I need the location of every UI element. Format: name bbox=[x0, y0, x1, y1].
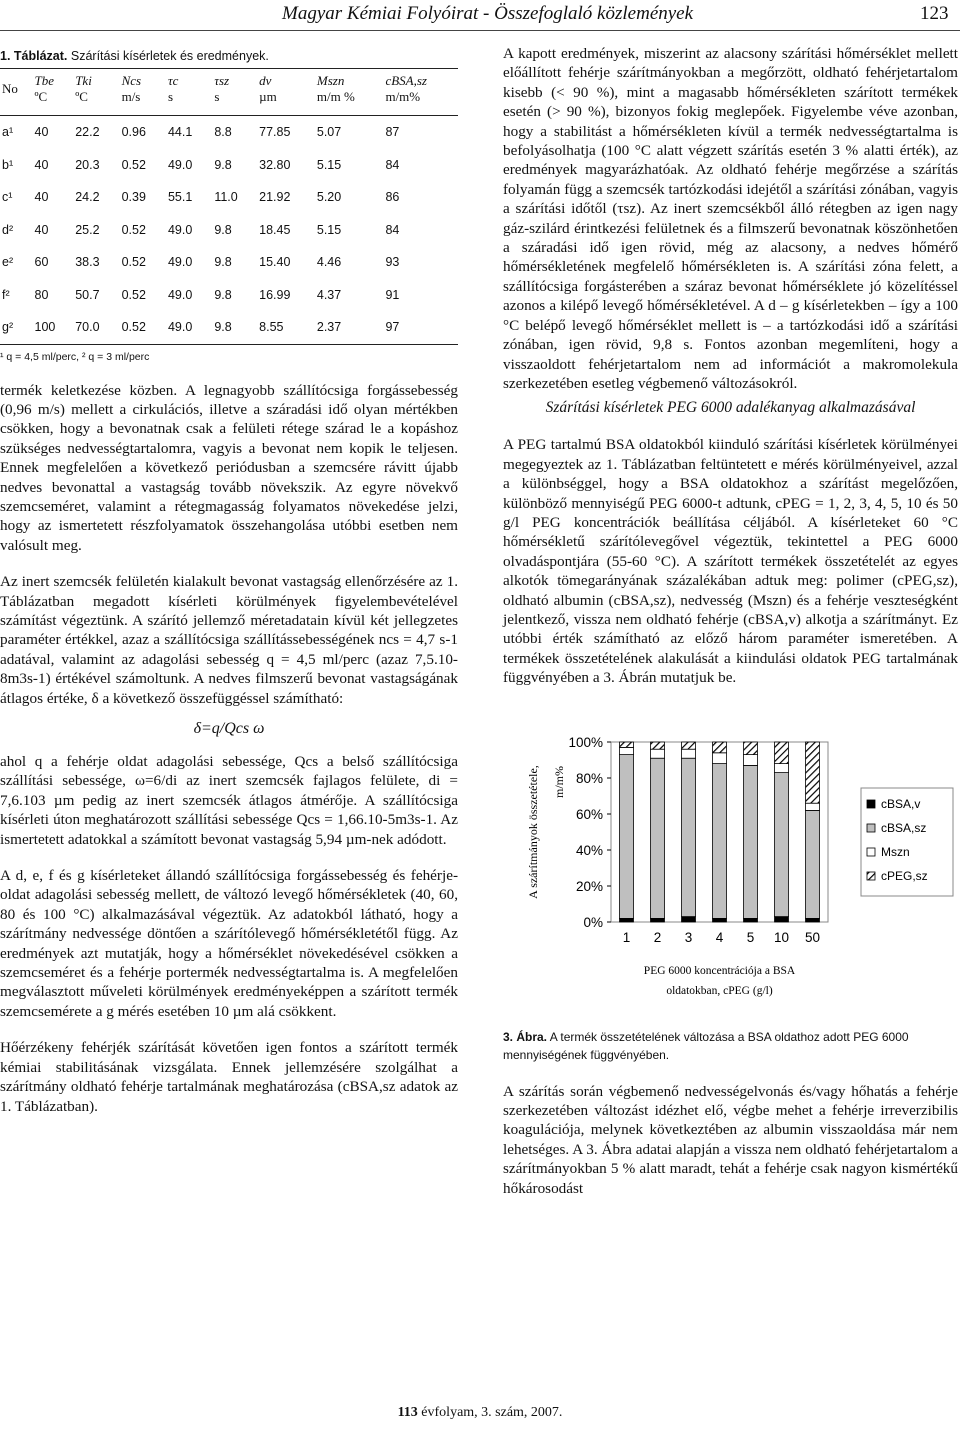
header-rule bbox=[0, 30, 960, 31]
column-header bbox=[315, 69, 384, 116]
column-name: cBSA,sz bbox=[385, 73, 427, 88]
right-paragraph-3: A szárítás során végbemenő nedvességelvonás és/vagy hőhatás a fehérje szerkezetében változást idézhet elő, végbe mehet a fehérje irreverzibilis koagulációja, melynek következtében az albumin visszaoldása már nem lehetséges. A 3. Ábra adatai alapján a vissza nem oldható fehérjetartalom a szárítmányokban 5 % alatt maradt, tehát a fehérje csak nagyon kismértékű hőkárosodást bbox=[503, 1082, 958, 1197]
x-tick-label: 50 bbox=[804, 929, 821, 945]
journal-header: Magyar Kémiai Folyóirat - Összefoglaló közlemények bbox=[282, 3, 694, 24]
table-cell: 97 bbox=[385, 320, 400, 335]
bar-segment bbox=[651, 918, 665, 922]
table-cell: 55.1 bbox=[167, 190, 193, 205]
table-cell: 49.0 bbox=[167, 255, 193, 270]
bar-segment bbox=[775, 916, 789, 921]
table-row bbox=[0, 214, 458, 247]
table-cell: 20.3 bbox=[75, 157, 100, 172]
table-cell: 9.8 bbox=[214, 255, 232, 270]
column-name: τc bbox=[167, 73, 179, 88]
x-axis-label-line2: oldatokban, cPEG (g/l) bbox=[666, 984, 773, 997]
table-cell: 0.52 bbox=[121, 320, 146, 335]
bar-segment bbox=[682, 758, 696, 916]
composition-chart bbox=[503, 700, 958, 1020]
table-cell: 4.46 bbox=[316, 255, 342, 270]
table-cell: 2.37 bbox=[316, 320, 342, 335]
bar-segment bbox=[713, 752, 727, 763]
bar-segment bbox=[651, 758, 665, 918]
bar-segment bbox=[744, 754, 758, 765]
x-tick-label: 1 bbox=[622, 929, 631, 945]
bar-segment bbox=[775, 763, 789, 772]
y-tick-label: 60% bbox=[575, 806, 603, 822]
table-cell: 87 bbox=[385, 125, 400, 140]
table-row bbox=[0, 149, 458, 182]
table-cell: 49.0 bbox=[167, 320, 193, 335]
table-cell: 0.52 bbox=[121, 222, 146, 237]
bar-segment bbox=[775, 742, 789, 764]
right-paragraph-1: A kapott eredmények, miszerint az alacsony szárítási hőmérséklet mellett előállított fehérje szárítmányokban a megőrzött, oldható fehérjetartalom kisebb (< 90 %), mint a magasabb hőmérsékleten szárított termékek esetén (> 90 %), bizonyos fokig meglepőek. Figyelembe véve azonban, hogy a stabilitást a hőmérsékleten kívül a termék nedvességtartalma is befolyásolhatja (100 °C alatt végzett szárítás esetén 3 % alatti érték), az eredmények magyarázhatóak. Az oldható fehérje megőrzése a szárítás folyamán függ a szemcsék tartózkodási idejétől a szárítási zónában, vagyis a szárítási időtől (τsz). Az inert szemcsékből álló rétegben az igen nagy gáz-szilárd érintkezési felületnek és a filmszerű bevonatnak köszönhetően a száradási idő igen rövid, még az alacsony, a nedves hőmérő hőmérsékletének megfelelő hőmérsékleten is. A szárítási zóna felett, a szállítócsiga forgásterében a száraz bevonat hőmérséklete jó közelítéssel azonos a kilépő levegő hőmérsékletével. A d – g kísérletekben – így a 100 °C belépő levegő hőmérséklet mellett is – a tartózkodási idő a szárítási zónában, igen rövid, 9,8 s. Fontos azonban megemlíteni, hogy a visszaoldott fehérjetartalom nem ad információt a makromolekula szerkezetében esetleg végbemenő változásokról. bbox=[503, 45, 958, 392]
left-paragraph-5: Hőérzékeny fehérjék szárítását követően igen fontos a szárított termék kémiai stabilitásának vizsgálata. Ennek jellemzésére szolgálhat a szárítmány oldható fehérje tartalmának meghatározása (cBSA,sz adatok az 1. Táblázatban). bbox=[0, 1039, 458, 1115]
footer bbox=[0, 1405, 960, 1421]
column-name: Mszn bbox=[316, 73, 345, 88]
figure-3 bbox=[503, 700, 958, 1020]
right-paragraph-2: A PEG tartalmú BSA oldatokból kiinduló szárítási kísérletek körülményei megegyeztek az 1. Táblázatban feltüntetett e mérés körülményeivel, azzal a különbséggel, hogy a BSA oldatokhoz a szárítást megelőzően, különböző mennyiségű PEG 6000-t adtunk, cPEG = 1, 2, 3, 4, 5, 10 és 50 g/l PEG koncentrációk beállítása céljából. A kísérleteket 60 °C hőmérsékletű szárítólevegővel végeztük, tekintettel a PEG 6000 olvadáspontjára (55-60 °C). A szárított termékek összetételét az egyes alkotók tömegarányának százalékában adtuk meg: polimer (cPEG,sz), oldható albumin (cBSA,sz), nedvesség (Mszn) és a fehérje veszteségként jelentkező, vissza nem oldható fehérje (cBSA,v) alkotja a szárítmányt. Ez utóbbi érték számítható az előző három paraméter ismeretében. A termékek összetételének alakulását a kiindulási oldatok PEG tartalmának függvényében a 3. Ábrán mutatjuk be. bbox=[503, 436, 958, 687]
legend-label: cBSA,v bbox=[881, 796, 921, 811]
legend-label: cBSA,sz bbox=[881, 820, 927, 835]
figure-label: 3. Ábra. bbox=[503, 1029, 548, 1044]
table-cell: 84 bbox=[385, 222, 400, 237]
table-cell: 32.80 bbox=[259, 157, 291, 172]
table-cell: e² bbox=[2, 255, 14, 270]
table-label: 1. Táblázat. bbox=[0, 49, 68, 63]
column-header bbox=[0, 69, 33, 116]
figure-caption bbox=[503, 1028, 958, 1064]
x-axis-label: PEG 6000 koncentrációja a BSA bbox=[643, 964, 796, 977]
table-cell: 40 bbox=[34, 222, 49, 237]
left-column bbox=[0, 44, 458, 1116]
table-cell: 9.8 bbox=[214, 287, 232, 302]
table-cell: 25.2 bbox=[75, 222, 100, 237]
table-cell: 84 bbox=[385, 157, 400, 172]
table-cell: 9.8 bbox=[214, 157, 232, 172]
bar-segment bbox=[806, 742, 820, 803]
x-tick-label: 2 bbox=[653, 929, 662, 945]
table-cell: f² bbox=[2, 287, 10, 302]
column-header bbox=[120, 69, 166, 116]
bar-segment bbox=[651, 749, 665, 758]
table-body bbox=[0, 116, 458, 345]
right-column bbox=[503, 44, 958, 1198]
bar-segment bbox=[713, 763, 727, 918]
bar-segment bbox=[713, 918, 727, 922]
table-cell: 60 bbox=[34, 255, 49, 270]
left-paragraph-1: termék keletkezése közben. A legnagyobb szállítócsiga forgássebesség (0,96 m/s) mellett a cirkulációs, illetve a száradási idő olyan mértékben csökken, hogy a bevonatnak csak a felületi rétege szárad le a kopáshoz szükséges nedvességtartalomra, vagyis a bevonat nem kopik le teljesen. Ennek megfelelően a következő periódusban a szemcsére rávitt újabb nedves bevonattal a vastagság tovább növekszik. Az egyre növekvő szemcseméret, valamint a rétegmagasság folyamatos növekedése jelzi, hogy az ismertetett részfolyamatok összehangolása utóbbi esetben nem valósult meg. bbox=[0, 381, 458, 554]
left-paragraph-4: A d, e, f és g kísérleteket állandó szállítócsiga forgássebesség és fehérje-oldat adagolási sebesség mellett, de változó levegő hőmérsékletek (40, 60, 80 és 100 °C) alkalmazásával végeztük. Az adatokból látható, hogy a szárítmány nedvessége döntően a szárítólevegő hőmérsékletétől függ. Az eredmények azt mutatják, hogy a hőmérséklet növekedésével csökken a szemcseméret és a fehérje portermék nedvességtartalma is. A megfelelően megválasztott műveleti körülmények eredményeképpen a szárított termék szemcsemérete a g mérés esetében 10 µm alá csökkent. bbox=[0, 867, 458, 1020]
legend-label: Mszn bbox=[881, 844, 910, 859]
table-row bbox=[0, 311, 458, 344]
y-tick-label: 100% bbox=[568, 734, 603, 750]
table-row bbox=[0, 279, 458, 312]
table-cell: 5.15 bbox=[316, 222, 342, 237]
bar-segment bbox=[806, 918, 820, 922]
column-name: Tki bbox=[75, 73, 92, 88]
column-unit: ºC bbox=[75, 89, 88, 104]
table-cell: 9.8 bbox=[214, 320, 232, 335]
table-cell: 16.99 bbox=[259, 287, 291, 302]
y-tick-label: 40% bbox=[575, 842, 603, 858]
table-cell: 9.8 bbox=[214, 222, 232, 237]
table-cell: 44.1 bbox=[167, 125, 193, 140]
bar-segment bbox=[744, 765, 758, 918]
table-cell: 8.8 bbox=[214, 125, 232, 140]
bar-segment bbox=[806, 810, 820, 918]
table-row bbox=[0, 116, 458, 149]
bar-segment bbox=[775, 772, 789, 916]
results-table bbox=[0, 68, 458, 345]
table-cell: 40 bbox=[34, 157, 49, 172]
legend-label: cPEG,sz bbox=[881, 868, 928, 883]
table-cell: 0.96 bbox=[121, 125, 146, 140]
table-title: Szárítási kísérletek és eredmények. bbox=[70, 49, 269, 63]
footer-text: évfolyam, 3. szám, 2007. bbox=[417, 1405, 563, 1420]
table-cell: d² bbox=[2, 222, 14, 237]
legend-swatch bbox=[867, 824, 875, 832]
column-unit: m/m% bbox=[385, 89, 421, 104]
table-cell: 22.2 bbox=[75, 125, 100, 140]
table-cell: 5.15 bbox=[316, 157, 342, 172]
column-header bbox=[33, 69, 74, 116]
bar-segment bbox=[682, 916, 696, 921]
table-cell: 0.52 bbox=[121, 255, 146, 270]
table-cell: 0.52 bbox=[121, 287, 146, 302]
bar-segment bbox=[744, 742, 758, 755]
table-cell: 0.39 bbox=[121, 190, 146, 205]
table-cell: c¹ bbox=[2, 190, 13, 205]
bar-segment bbox=[620, 754, 634, 918]
bar-segment bbox=[806, 803, 820, 810]
table-cell: 40 bbox=[34, 125, 49, 140]
legend-swatch bbox=[867, 800, 875, 808]
legend-swatch bbox=[867, 872, 875, 880]
table-cell: 86 bbox=[385, 190, 400, 205]
table-cell: 77.85 bbox=[259, 125, 291, 140]
table-row bbox=[0, 246, 458, 279]
column-unit: s bbox=[167, 89, 174, 104]
bar-segment bbox=[620, 747, 634, 754]
table-cell: 24.2 bbox=[75, 190, 100, 205]
column-header bbox=[257, 69, 315, 116]
column-name: Ncs bbox=[121, 73, 142, 88]
table-cell: b¹ bbox=[2, 157, 14, 172]
table-cell: 15.40 bbox=[259, 255, 291, 270]
table-caption bbox=[0, 49, 458, 63]
figure-caption-text: A termék összetételének változása a BSA oldathoz adott PEG 6000 mennyiségének függvényében. bbox=[503, 1029, 909, 1062]
table-cell: 70.0 bbox=[75, 320, 100, 335]
table-row bbox=[0, 181, 458, 214]
table-cell: 18.45 bbox=[259, 222, 291, 237]
table-cell: 11.0 bbox=[214, 190, 238, 205]
x-tick-label: 5 bbox=[746, 929, 755, 945]
bar-segment bbox=[682, 742, 696, 749]
table-cell: g² bbox=[2, 320, 14, 335]
left-paragraph-3: ahol q a fehérje oldat adagolási sebessége, Qcs a belső szállítócsiga szállítási sebessége, ω=6/di az inert szemcsék fajlagos felülete, di = 7,6.103 µm pedig az inert szemcsék átlagos átmérője. A szállítócsiga kísérleti úton meghatározott szállítási sebessége Qcs = 1,66.10-5m3s-1. Az ismertetett adatokkal a számított bevonat vastagság 5,94 µm-nek adódott. bbox=[0, 753, 458, 848]
footer-volume: 113 bbox=[397, 1405, 418, 1420]
y-axis-unit-label: m/m% bbox=[552, 765, 566, 798]
table-cell: 21.92 bbox=[259, 190, 291, 205]
table-cell: 49.0 bbox=[167, 157, 193, 172]
legend-swatch bbox=[867, 848, 875, 856]
table-header-row bbox=[0, 69, 458, 116]
table-cell: 4.37 bbox=[316, 287, 342, 302]
table-cell: 93 bbox=[385, 255, 400, 270]
table-cell: 49.0 bbox=[167, 287, 193, 302]
table-cell: 0.52 bbox=[121, 157, 146, 172]
y-tick-label: 20% bbox=[575, 878, 603, 894]
column-name: Tbe bbox=[34, 73, 55, 88]
table-cell: 49.0 bbox=[167, 222, 193, 237]
table-cell: 5.20 bbox=[316, 190, 342, 205]
bar-segment bbox=[682, 749, 696, 758]
table-cell: 91 bbox=[385, 287, 400, 302]
table-cell: 38.3 bbox=[75, 255, 100, 270]
column-header bbox=[73, 69, 119, 116]
table-cell: 8.55 bbox=[259, 320, 284, 335]
column-header bbox=[166, 69, 212, 116]
bar-segment bbox=[713, 742, 727, 753]
column-header bbox=[212, 69, 257, 116]
column-unit: ºC bbox=[34, 89, 48, 104]
table-cell: 5.07 bbox=[316, 125, 342, 140]
table-note: ¹ q = 4,5 ml/perc, ² q = 3 ml/perc bbox=[0, 350, 150, 363]
column-name: No bbox=[2, 81, 18, 96]
table-cell: 100 bbox=[34, 320, 56, 335]
formula: δ=q/Qcs ω bbox=[193, 720, 265, 737]
table-cell: a¹ bbox=[2, 125, 14, 140]
y-tick-label: 0% bbox=[583, 914, 603, 930]
x-tick-label: 3 bbox=[684, 929, 693, 945]
table-cell: 40 bbox=[34, 190, 49, 205]
y-axis-label: A szárítmányok összetétele, bbox=[526, 764, 540, 899]
column-unit: m/m % bbox=[316, 89, 355, 104]
column-unit: µm bbox=[259, 89, 277, 104]
column-unit: m/s bbox=[121, 89, 141, 104]
section-subheading: Szárítási kísérletek PEG 6000 adalékanyag alkalmazásával bbox=[545, 399, 916, 417]
x-tick-label: 4 bbox=[715, 929, 724, 945]
bar-segment bbox=[651, 742, 665, 749]
bar-segment bbox=[744, 918, 758, 922]
table-cell: 50.7 bbox=[75, 287, 100, 302]
left-paragraph-2: Az inert szemcsék felületén kialakult bevonat vastagság ellenőrzésére az 1. Táblázatban megadott kísérleti körülmények figyelembevételével számítást végeztünk. A szárító jellemző méretadatain kívül két jellegzetes paraméter értékkel, azaz a szállítócsiga szállítássebességének ncs = 4,7 s-1 adatával, valamint az adagolási sebesség q = 4,5 ml/perc (azaz 7,5.10-8m3s-1) értékével számoltunk. A nedves filmszerű bevonat vastagságának átlagos értéke, δ a következő összefüggéssel számítható: bbox=[0, 573, 458, 707]
column-unit: s bbox=[214, 89, 220, 104]
y-tick-label: 80% bbox=[575, 770, 603, 786]
table-cell: 80 bbox=[34, 287, 49, 302]
column-header bbox=[383, 69, 458, 116]
page-number: 123 bbox=[920, 3, 949, 24]
column-name: dv bbox=[259, 73, 272, 88]
bar-segment bbox=[620, 742, 634, 747]
column-name: τsz bbox=[214, 73, 230, 88]
bar-segment bbox=[620, 918, 634, 922]
x-tick-label: 10 bbox=[773, 929, 790, 945]
